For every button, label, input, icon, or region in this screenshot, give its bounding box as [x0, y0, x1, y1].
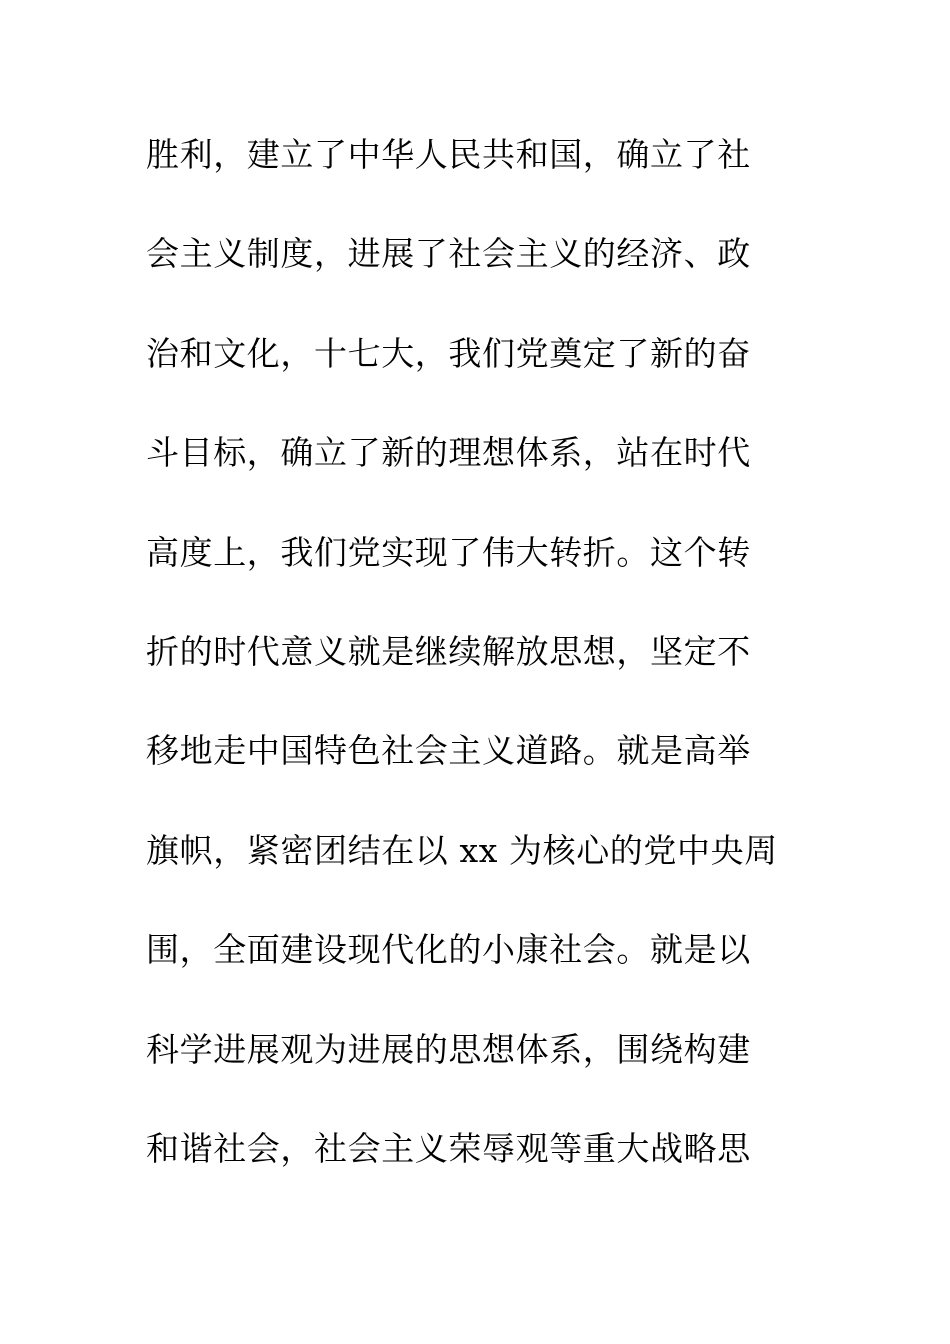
text-line: 治和文化，十七大，我们党奠定了新的奋: [146, 333, 751, 373]
body-text: [146, 124, 826, 1217]
text-line: 高度上，我们党实现了伟大转折。这个转: [146, 532, 751, 572]
text-line: 胜利，建立了中华人民共和国，确立了社: [146, 135, 751, 174]
text-line: 折的时代意义就是继续解放思想，坚定不: [146, 631, 751, 671]
text-line: 斗目标，确立了新的理想体系，站在时代: [146, 433, 751, 473]
text-line: 和谐社会，社会主义荣辱观等重大战略思: [146, 1128, 751, 1168]
text-line: 会主义制度，进展了社会主义的经济、政: [146, 234, 751, 274]
text-line: 移地走中国特色社会主义道路。就是高举: [146, 731, 751, 771]
text-line: 围，全面建设现代化的小康社会。就是以: [146, 930, 751, 970]
text-line: 科学进展观为进展的思想体系，围绕构建: [146, 1029, 751, 1069]
text-line: 旗帜，紧密团结在以 xx 为核心的党中央周: [146, 830, 778, 870]
